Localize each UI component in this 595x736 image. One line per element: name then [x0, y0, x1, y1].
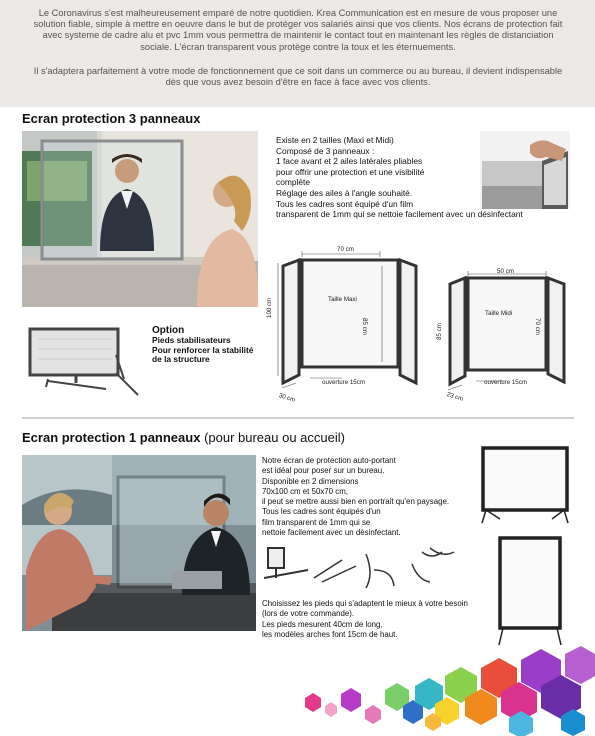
maxi-inner-height-label: 85 cm — [361, 318, 368, 335]
maxi-opening-label: ouverture 15cm — [322, 379, 365, 386]
maxi-name-label: Taille Maxi — [328, 296, 357, 303]
option-block — [152, 325, 253, 365]
desc-line: Notre écran de protection auto-portant — [262, 456, 396, 465]
option-title: Option — [152, 325, 185, 336]
desc-line: nettoie facilement avec un désinfectant. — [262, 528, 401, 538]
desc-line: transparent de 1mm qui se nettoie facilement avec un désinfectant — [276, 209, 523, 220]
section-2-description — [262, 456, 477, 538]
midi-height-label: 85 cm — [436, 323, 443, 340]
section-2-title — [22, 430, 345, 445]
maxi-width-label: 70 cm — [337, 246, 354, 253]
desc-line: Réglage des ailes à l'angle souhaité. — [276, 187, 413, 198]
feet-description — [262, 599, 492, 640]
section-divider — [22, 417, 574, 419]
photo-office-desk — [22, 455, 256, 631]
desc-line: il peut se mettre aussi bien en portrait qu'en paysage. — [262, 497, 450, 507]
midi-depth-label: 23 cm — [445, 391, 465, 403]
maxi-height-label: 100 cm — [266, 297, 273, 318]
section-1-title: Ecran protection 3 panneaux — [22, 111, 201, 126]
photo-counter-screen — [22, 131, 258, 307]
midi-opening-label: ouverture 15cm — [484, 379, 527, 386]
desc-line: film transparent de 1mm qui se — [262, 517, 371, 527]
desc-line: Composé de 3 panneaux : — [276, 145, 375, 156]
intro-banner — [0, 0, 595, 107]
desc-line: pour offrir une protection et une visibilité — [276, 166, 425, 177]
intro-paragraph-1: Le Coronavirus s'est malheureusement emparé de notre quotidien. Krea Communication est en mesure de vous proposer une solution fiable, simple à mettre en oeuvre dans le but de protéger vos salariés ainsi que vos clients. Nos écrans de protection fait avec systeme de cadre alu et pvc 1mm vous permettra de maintenir le contact tout en maintenant les règles de distanciation sociale. L'écran transparent vous protège contre la toux et les éternuements. — [33, 8, 563, 52]
desc-line: Disponible en 2 dimensions — [262, 476, 359, 486]
decorative-hexagons — [295, 646, 595, 736]
desc-line: est idéal pour poser sur un bureau. — [262, 466, 385, 476]
photo-hand-screen — [480, 131, 570, 209]
desc-line: complète — [276, 177, 310, 188]
landscape-screen-product — [480, 445, 570, 525]
feet-line: (lors de votre commande). — [262, 609, 355, 619]
midi-inner-height-label: 70 cm — [534, 318, 541, 335]
midi-width-label: 50 cm — [497, 268, 514, 275]
option-line: de la structure — [152, 354, 210, 365]
feet-line: Choisissez les pieds qui s'adaptent le mieux à votre besoin — [262, 599, 468, 608]
desc-line: 1 face avant et 2 ailes latérales pliables — [276, 156, 423, 167]
maxi-depth-label: 30 cm — [277, 392, 297, 404]
option-line: Pour renforcer la stabilité — [152, 344, 254, 355]
stabilizer-feet-illustration — [26, 325, 146, 397]
desc-line: Tous les cadres sont équipés d'un — [262, 507, 381, 517]
section-2-title-suffix: (pour bureau ou accueil) — [204, 430, 345, 445]
portrait-screen-product — [497, 535, 565, 647]
maxi-screen-diagram — [270, 246, 420, 401]
feet-line: les modèles arches font 15cm de haut. — [262, 629, 398, 639]
section-2-title-main: Ecran protection 1 panneaux — [22, 430, 201, 445]
desc-line: Existe en 2 tailles (Maxi et Midi) — [276, 135, 394, 145]
desc-line: Tous les cadres sont équipé d'un film — [276, 198, 414, 209]
intro-paragraph-2: Il s'adaptera parfaitement à votre mode de fonctionnement que ce soit dans un commerce ou au bureau, il devient indispensable dès que vous avez besoin d'être en face à face avec vos clients. — [33, 66, 563, 88]
feet-line: Les pieds mesurent 40cm de long, — [262, 619, 383, 629]
midi-name-label: Taille Midi — [485, 310, 513, 317]
feet-types-illustration — [262, 544, 472, 594]
desc-line: 70x100 cm et 50x70 cm, — [262, 486, 348, 496]
option-line: Pieds stabilisateurs — [152, 335, 231, 345]
